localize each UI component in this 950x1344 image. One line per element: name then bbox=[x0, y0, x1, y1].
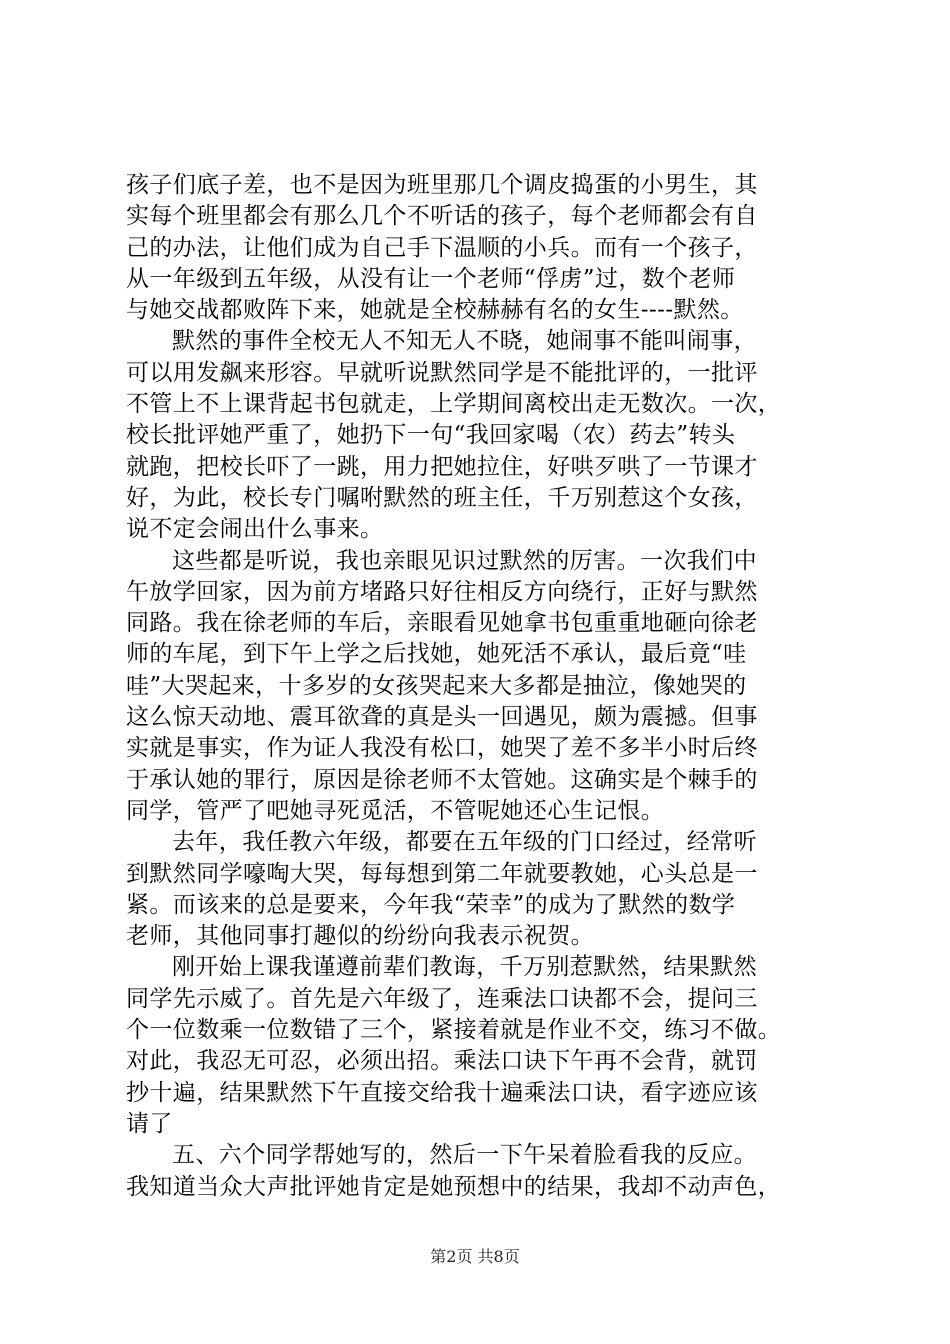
text-line: 实每个班里都会有那么几个不听话的孩子，每个老师都会有自 bbox=[126, 203, 758, 230]
text-line: 可以用发飙来形容。早就听说默然同学是不能批评的，一批评 bbox=[126, 359, 758, 386]
text-line: 哇”大哭起来，十多岁的女孩哭起来大多都是抽泣，像她哭的 bbox=[126, 672, 747, 699]
paragraph bbox=[126, 546, 862, 828]
text-line: 紧。而该来的总是要来，今年我“荣幸”的成为了默然的数学 bbox=[126, 891, 736, 918]
paragraph bbox=[126, 1140, 862, 1203]
text-line: 到默然同学嚎啕大哭，每每想到第二年就要教她，心头总是一 bbox=[126, 860, 758, 887]
text-line: 说不定会闹出什么事来。 bbox=[126, 516, 384, 543]
text-line: 不管上不上课背起书包就走，上学期间离校出走无数次。一次， bbox=[126, 391, 782, 418]
text-line: 就跑，把校长吓了一跳，用力把她拉住，好哄歹哄了一节课才 bbox=[126, 453, 758, 480]
paragraph bbox=[126, 326, 862, 545]
text-line: 我知道当众大声批评她肯定是她预想中的结果，我却不动声色， bbox=[126, 1173, 782, 1200]
text-line: 老师，其他同事打趣似的纷纷向我表示祝贺。 bbox=[126, 923, 594, 950]
text-line: 五、六个同学帮她写的，然后一下午呆着脸看我的反应。 bbox=[172, 1142, 757, 1169]
text-line: 于承认她的罪行，原因是徐老师不太管她。这确实是个棘手的 bbox=[126, 766, 758, 793]
text-line: 午放学回家，因为前方堵路只好往相反方向绕行，正好与默然 bbox=[126, 578, 758, 605]
text-line: 实就是事实，作为证人我没有松口，她哭了差不多半小时后终 bbox=[126, 735, 758, 762]
text-line: 从一年级到五年级，从没有让一个老师“俘虏”过，数个老师 bbox=[126, 265, 736, 292]
text-line: 刚开始上课我谨遵前辈们教诲，千万别惹默然，结果默然 bbox=[172, 954, 757, 981]
text-line: 这么惊天动地、震耳欲聋的真是头一回遇见，颇为震撼。但事 bbox=[126, 704, 758, 731]
page-number-footer: 第2页 共8页 bbox=[430, 1247, 520, 1266]
text-line: 同路。我在徐老师的车后，亲眼看见她拿书包重重地砸向徐老 bbox=[126, 610, 758, 637]
text-line: 个一位数乘一位数错了三个，紧接着就是作业不交，练习不做。 bbox=[126, 1017, 782, 1044]
text-line: 己的办法，让他们成为自己手下温顺的小兵。而有一个孩子， bbox=[126, 234, 758, 261]
text-line: 师的车尾，到下午上学之后找她，她死活不承认，最后竟“哇 bbox=[126, 641, 747, 668]
paragraph bbox=[126, 952, 862, 1140]
text-line: 校长批评她严重了，她扔下一句“我回家喝（农）药去”转头 bbox=[126, 422, 736, 449]
body-text bbox=[126, 170, 862, 1203]
text-line: 抄十遍，结果默然下午直接交给我十遍乘法口诀，看字迹应该 bbox=[126, 1079, 758, 1106]
text-line: 默然的事件全校无人不知无人不晓，她闹事不能叫闹事， bbox=[172, 328, 757, 355]
text-line: 同学，管严了吧她寻死觅活，不管呢她还心生记恨。 bbox=[126, 797, 665, 824]
text-line: 同学先示威了。首先是六年级了，连乘法口诀都不会，提问三 bbox=[126, 985, 758, 1012]
text-line: 与她交战都败阵下来，她就是全校赫赫有名的女生----默然。 bbox=[126, 297, 744, 324]
paragraph bbox=[126, 827, 862, 952]
paragraph bbox=[126, 170, 862, 326]
text-line: 请了 bbox=[126, 1110, 173, 1137]
text-line: 对此，我忍无可忍，必须出招。乘法口诀下午再不会背，就罚 bbox=[126, 1048, 758, 1075]
text-line: 孩子们底子差，也不是因为班里那几个调皮捣蛋的小男生，其 bbox=[126, 172, 758, 198]
text-line: 去年，我任教六年级，都要在五年级的门口经过，经常听 bbox=[172, 829, 757, 856]
text-line: 好，为此，校长专门嘱咐默然的班主任，千万别惹这个女孩， bbox=[126, 484, 758, 511]
text-line: 这些都是听说，我也亲眼见识过默然的厉害。一次我们中 bbox=[172, 547, 757, 574]
